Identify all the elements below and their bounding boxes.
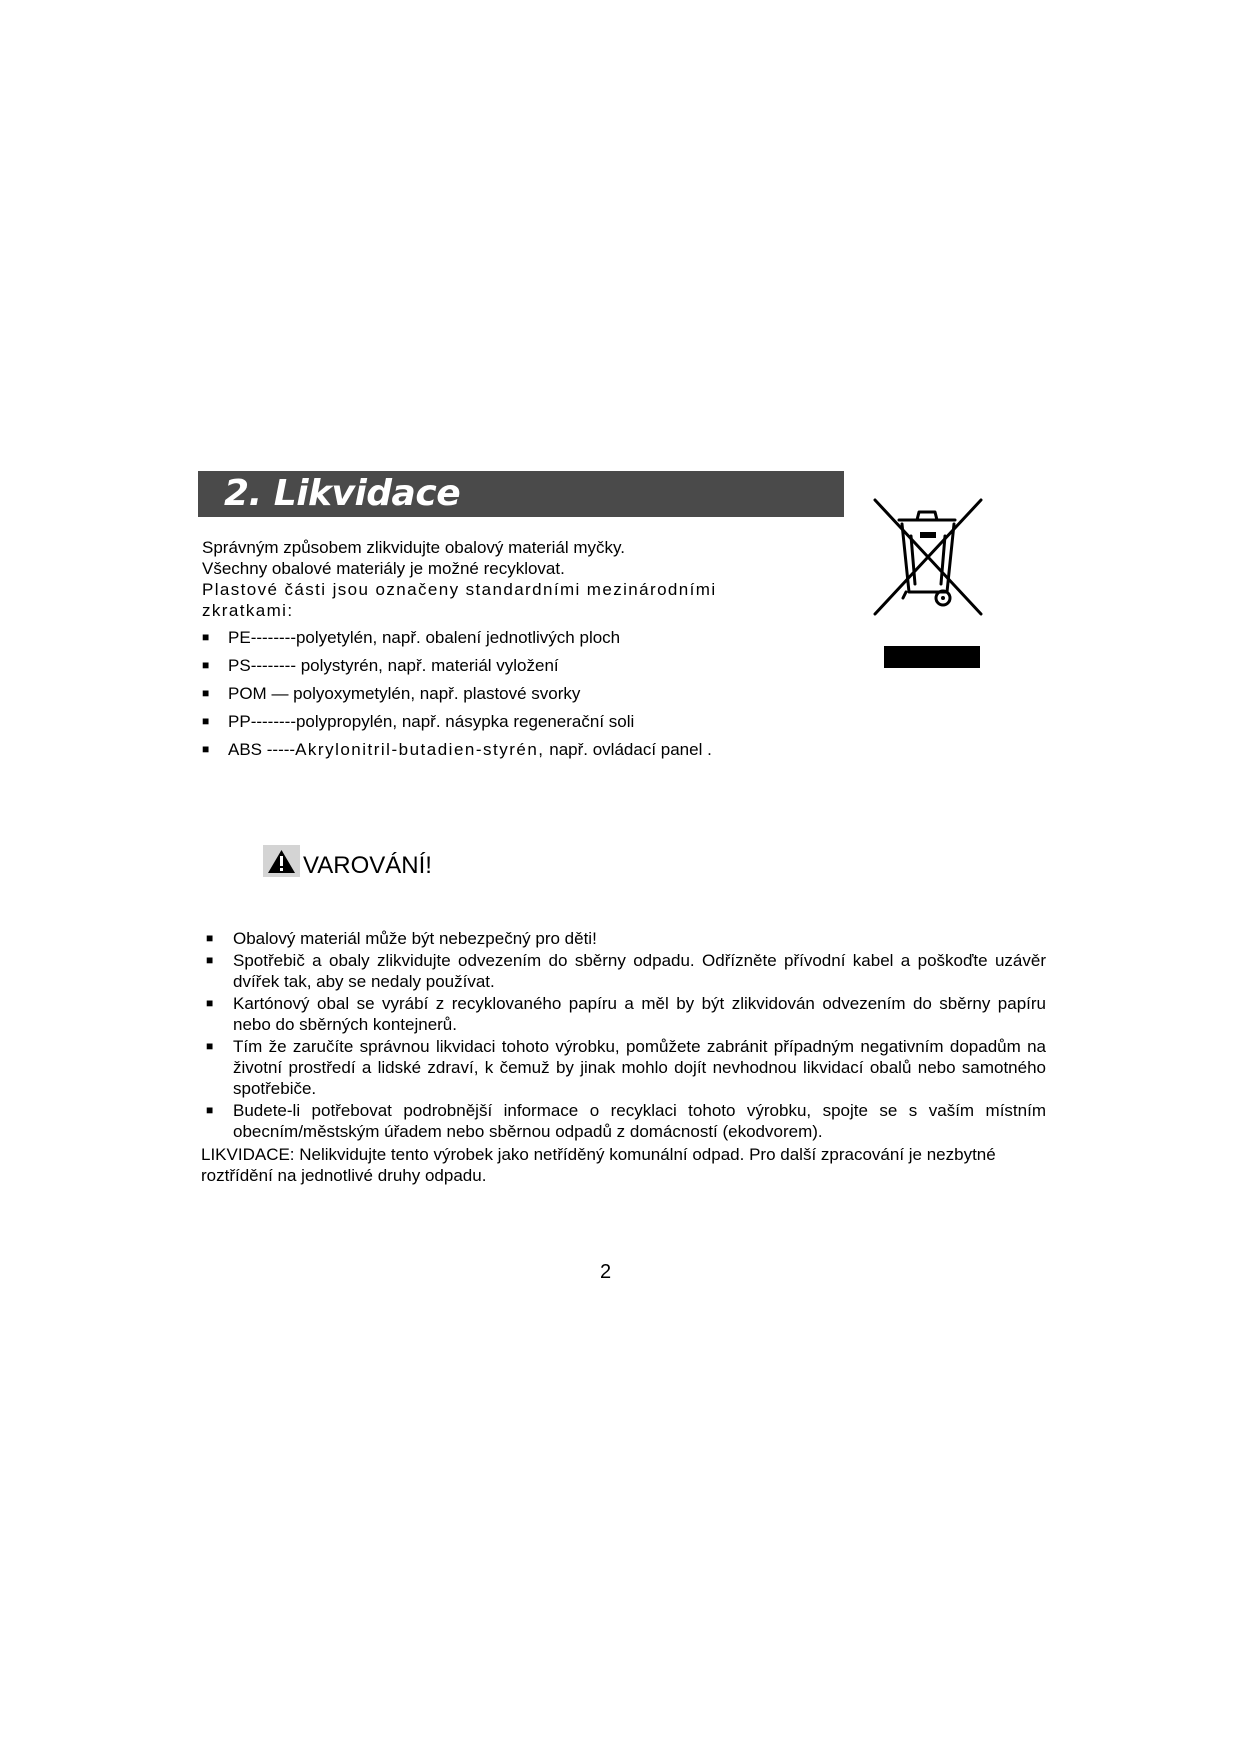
intro-paragraph: Správným způsobem zlikvidujte obalový materiál myčky. <box>202 538 625 557</box>
material-code: ABS <box>228 740 263 759</box>
list-item <box>206 1036 1046 1099</box>
warning-item-text: Spotřebič a obaly zlikvidujte odvezením do sběrny odpadu. Odřízněte přívodní kabel a poškoďte uzávěr dvířek tak, aby se nedaly používat. <box>233 951 1046 991</box>
bullet-icon: ■ <box>206 931 214 945</box>
material-code: PP <box>228 712 251 731</box>
intro-text <box>202 537 762 621</box>
list-item <box>202 655 712 683</box>
intro-paragraph: Plastové části jsou označeny standardními mezinárodními zkratkami: <box>202 580 717 620</box>
bullet-icon: ■ <box>202 742 210 756</box>
material-code: PE <box>228 628 251 647</box>
list-item <box>206 993 1046 1035</box>
list-item <box>206 1100 1046 1142</box>
disposal-note: LIKVIDACE: Nelikvidujte tento výrobek jako netříděný komunální odpad. Pro další zpracování je nezbytné roztřídění na jednotlivé druhy odpadu. <box>201 1145 996 1185</box>
bullet-icon: ■ <box>202 686 210 700</box>
warning-item-text: Kartónový obal se vyrábí z recyklovaného papíru a měl by být zlikvidován odvezením do sběrny papíru nebo do sběrných kontejnerů. <box>233 994 1046 1034</box>
material-description: --------polyetylén, např. obalení jednotlivých ploch <box>250 628 621 647</box>
list-item <box>202 711 712 739</box>
warning-item-text: Tím že zaručíte správnou likvidaci tohoto výrobku, pomůžete zabránit případným negativním dopadům na životní prostředí a lidské zdraví, k čemuž by jinak mohlo dojít nevhodnou likvidací obalů nebo samotného spotřebiče. <box>233 1037 1046 1098</box>
bullet-icon: ■ <box>206 1039 214 1053</box>
materials-list <box>202 627 712 767</box>
material-description: --------polypropylén, např. násypka regenerační soli <box>250 712 635 731</box>
material-description: — polyoxymetylén, např. plastové svorky <box>266 684 581 703</box>
page-number: 2 <box>600 1261 612 1283</box>
list-item <box>206 950 1046 992</box>
warning-item-text: Budete-li potřebovat podrobnější informace o recyklaci tohoto výrobku, spojte se s vaším místním obecním/městským úřadem nebo sběrnou odpadů z domácností (ekodvorem). <box>233 1101 1046 1141</box>
bullet-icon: ■ <box>202 630 210 644</box>
material-description-prefix: ----- <box>262 740 296 759</box>
list-item <box>202 683 712 711</box>
section-title: 2. Likvidace <box>224 473 461 514</box>
bullet-icon: ■ <box>206 1103 214 1117</box>
list-item <box>202 627 712 655</box>
warning-item-text: Obalový materiál může být nebezpečný pro děti! <box>233 929 597 948</box>
list-item <box>202 739 712 767</box>
bullet-icon: ■ <box>202 658 210 672</box>
warning-triangle-icon <box>263 845 300 877</box>
intro-paragraph: Všechny obalové materiály je možné recyklovat. <box>202 559 565 578</box>
material-code: PS <box>228 656 251 675</box>
bullet-icon: ■ <box>206 953 214 967</box>
warning-list <box>206 928 1046 1143</box>
weee-bar <box>884 646 980 668</box>
crossed-out-wheelie-bin-icon <box>873 498 983 628</box>
material-description-suffix: např. ovládací panel . <box>544 740 712 759</box>
bullet-icon: ■ <box>202 714 210 728</box>
bullet-icon: ■ <box>206 996 214 1010</box>
material-description: -------- polystyrén, např. materiál vyložení <box>250 656 559 675</box>
section-header <box>198 471 844 517</box>
material-code: POM <box>228 684 267 703</box>
list-item <box>206 928 1046 949</box>
warning-label: VAROVÁNÍ! <box>303 852 432 879</box>
material-description-name: Akrylonitril-butadien-styrén, <box>295 740 545 759</box>
